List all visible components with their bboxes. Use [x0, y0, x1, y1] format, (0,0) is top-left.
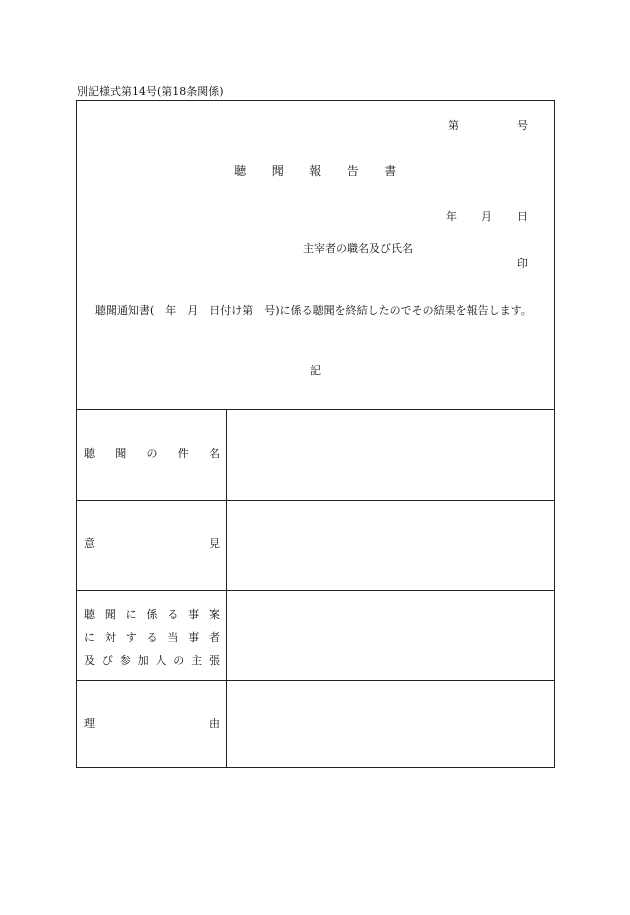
form-header: [77, 101, 554, 410]
form-title: 聴 聞 報 告 書: [234, 164, 397, 178]
date-year: 年: [446, 210, 457, 223]
claims-label-line-3: 及び参加人の主張: [84, 654, 220, 667]
label-cell: [77, 500, 227, 590]
date-day: 日: [517, 210, 528, 223]
case-name-label: 聴聞の件名: [84, 447, 220, 460]
form-caption: 別記様式第14号(第18条関係): [77, 85, 224, 98]
number-prefix: 第: [448, 119, 459, 132]
reason-label: 理由: [84, 717, 220, 730]
row-claims: [77, 590, 554, 681]
opinion-label: 意見: [84, 537, 220, 550]
row-reason: [77, 680, 554, 768]
claims-label-line-2: に対する当事者: [84, 631, 220, 644]
claims-label-line-1: 聴聞に係る事案: [84, 608, 220, 621]
claims-label: [84, 608, 220, 677]
report-form: [76, 100, 555, 768]
reason-value[interactable]: [228, 680, 554, 768]
number-suffix: 号: [517, 119, 528, 132]
claims-value[interactable]: [228, 590, 554, 680]
row-case-name: [77, 410, 554, 501]
organizer-label: 主宰者の職名及び氏名: [303, 242, 413, 255]
label-cell: [77, 410, 227, 500]
date-month: 月: [481, 210, 492, 223]
seal-mark: 印: [517, 257, 528, 270]
label-cell: [77, 680, 227, 768]
report-statement: 聴聞通知書( 年 月 日付け第 号)に係る聴聞を終結したのでその結果を報告します。: [84, 304, 532, 317]
case-name-value[interactable]: [228, 410, 554, 500]
label-cell: [77, 590, 227, 680]
row-opinion: [77, 500, 554, 591]
opinion-value[interactable]: [228, 500, 554, 590]
ki-heading: 記: [310, 364, 321, 377]
